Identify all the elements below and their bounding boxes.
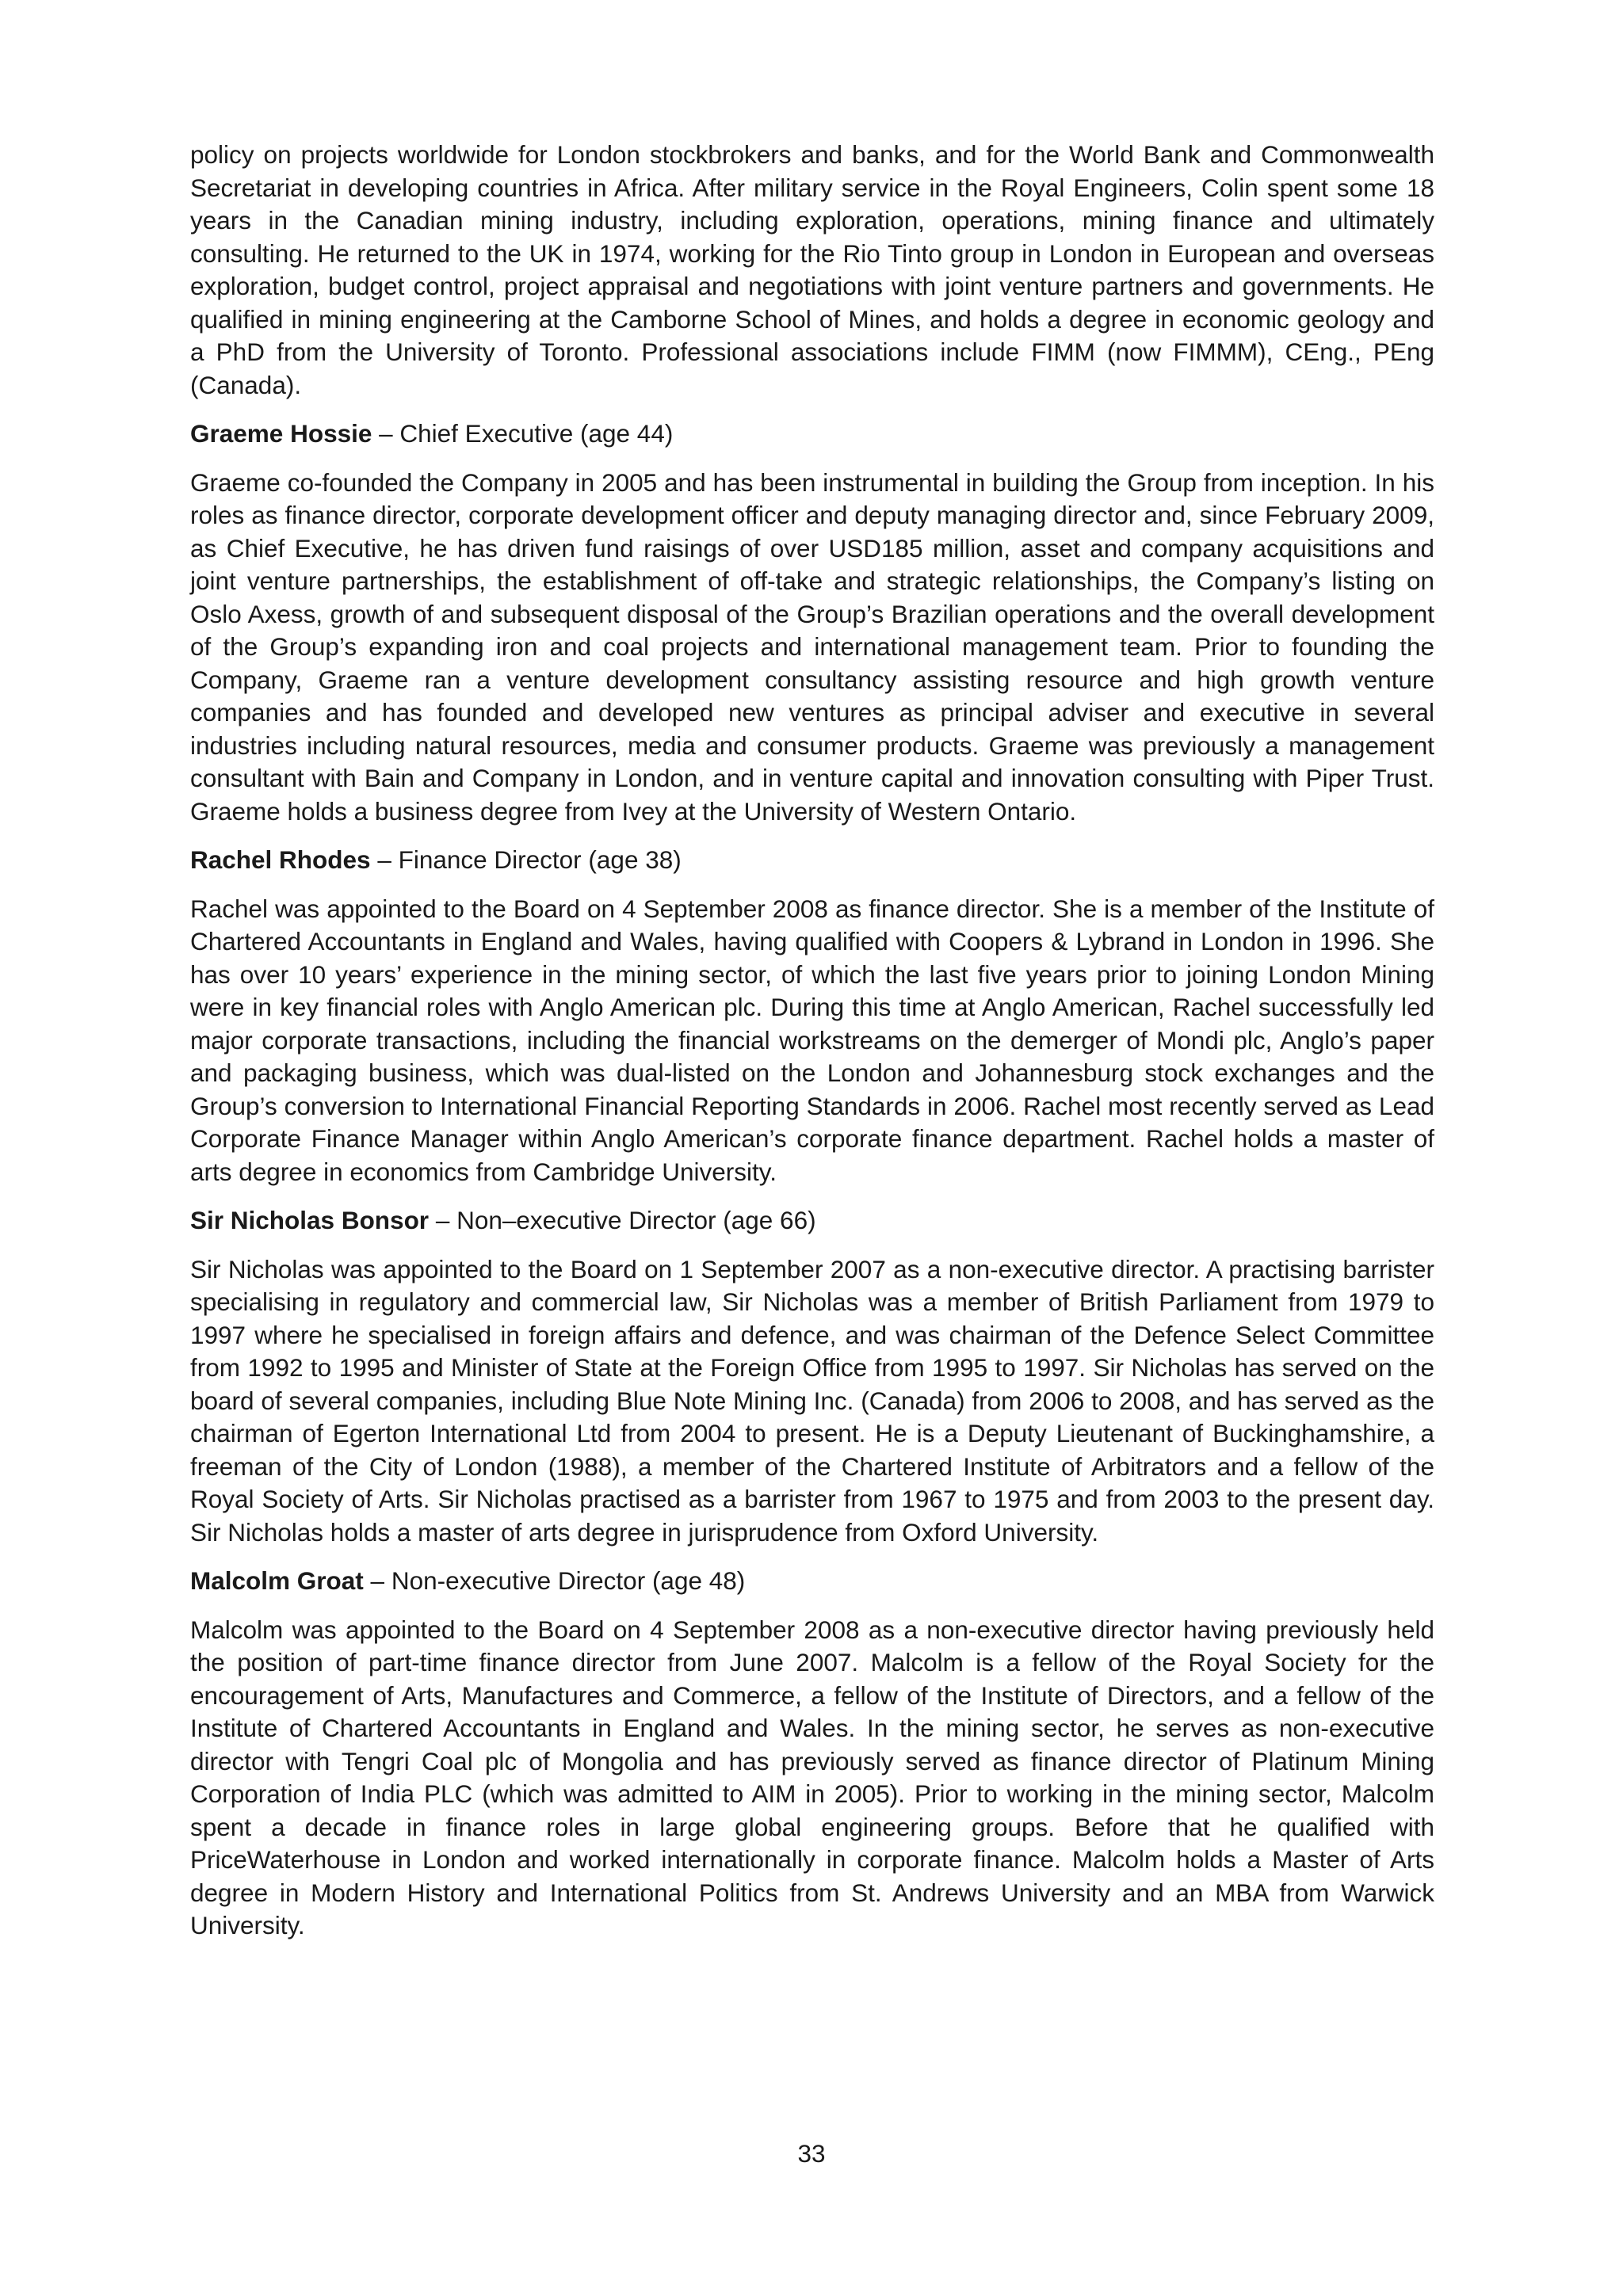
page-number: 33 xyxy=(797,2139,826,2168)
director-bio: Graeme co-founded the Company in 2005 and has been instrumental in building the Group from inception. In his roles as finance director, corporate development officer and deputy managing director and, since February 2009, as Chief Executive, he has driven fund raisings of over USD185 million, asset and company acquisitions and joint venture partnerships, the establishment of off-take and strategic relationships, the Company’s listing on Oslo Axess, growth of and subsequent disposal of the Group’s Brazilian operations and the overall development of the Group’s expanding iron and coal projects and international management team. Prior to founding the Company, Graeme ran a venture development consultancy assisting resource and high growth venture companies and has founded and developed new ventures as principal adviser and executive in several industries including natural resources, media and consumer products. Graeme was previously a management consultant with Bain and Company in London, and in venture capital and innovation consulting with Piper Trust. Graeme holds a business degree from Ivey at the University of Western Ontario. xyxy=(190,467,1434,826)
document-body xyxy=(190,139,1434,1958)
director-heading xyxy=(190,1204,1434,1238)
director-role: – Non-executive Director (age 48) xyxy=(363,1566,746,1595)
director-bio: Malcolm was appointed to the Board on 4 September 2008 as a non-executive director having previously held the position of part-time finance director from June 2007. Malcolm is a fellow of the Royal Society for the encouragement of Arts, Manufactures and Commerce, a fellow of the Institute of Directors, and a fellow of the Institute of Chartered Accountants in England and Wales. In the mining sector, he serves as non-executive director with Tengri Coal plc of Mongolia and has previously served as finance director of Platinum Mining Corporation of India PLC (which was admitted to AIM in 2005). Prior to working in the mining sector, Malcolm spent a decade in finance roles in large global engineering groups. Before that he qualified with PriceWaterhouse in London and worked internationally in corporate finance. Malcolm holds a Master of Arts degree in Modern History and International Politics from St. Andrews University and an MBA from Warwick University. xyxy=(190,1615,1434,1939)
director-bio: Rachel was appointed to the Board on 4 September 2008 as finance director. She is a member of the Institute of Chartered Accountants in England and Wales, having qualified with Coopers & Lybrand in London in 1996. She has over 10 years’ experience in the mining sector, of which the last five years prior to joining London Mining were in key financial roles with Anglo American plc. During this time at Anglo American, Rachel successfully led major corporate transactions, including the financial workstreams on the demerger of Mondi plc, Anglo’s paper and packaging business, which was dual-listed on the London and Johannesburg stock exchanges and the Group’s conversion to International Financial Reporting Standards in 2006. Rachel most recently served as Lead Corporate Finance Manager within Anglo American’s corporate finance department. Rachel holds a master of arts degree in economics from Cambridge University. xyxy=(190,894,1434,1186)
director-name: Graeme Hossie xyxy=(190,419,372,448)
director-role: – Finance Director (age 38) xyxy=(370,845,682,874)
director-heading xyxy=(190,844,1434,877)
director-role: – Non–executive Director (age 66) xyxy=(429,1206,816,1234)
director-bio: Sir Nicholas was appointed to the Board on 1 September 2007 as a non-executive director. A practising barrister specialising in regulatory and commercial law, Sir Nicholas was a member of British Parliament from 1979 to 1997 where he specialised in foreign affairs and defence, and was chairman of the Defence Select Committee from 1992 to 1995 and Minister of State at the Foreign Office from 1995 to 1997. Sir Nicholas has served on the board of several companies, including Blue Note Mining Inc. (Canada) from 2006 to 2008, and has served as the chairman of Egerton International Ltd from 2004 to present. He is a Deputy Lieutenant of Buckinghamshire, a freeman of the City of London (1988), a member of the Chartered Institute of Arbitrators and a fellow of the Royal Society of Arts. Sir Nicholas practised as a barrister from 1967 to 1975 and from 2003 to the present day. Sir Nicholas holds a master of arts degree in jurisprudence from Oxford University. xyxy=(190,1254,1434,1547)
director-name: Sir Nicholas Bonsor xyxy=(190,1206,430,1234)
intro-paragraph: policy on projects worldwide for London stockbrokers and banks, and for the World Bank and Commonwealth Secretariat in developing countries in Africa. After military service in the Royal Engineers, Colin spent some 18 years in the Canadian mining industry, including exploration, operations, mining finance and ultimately consulting. He returned to the UK in 1974, working for the Rio Tinto group in London in European and overseas exploration, budget control, project appraisal and negotiations with joint venture partners and governments. He qualified in mining engineering at the Camborne School of Mines, and holds a degree in economic geology and a PhD from the University of Toronto. Professional associations include FIMM (now FIMMM), CEng., PEng (Canada). xyxy=(190,140,1434,399)
director-name: Rachel Rhodes xyxy=(190,845,371,874)
director-heading xyxy=(190,418,1434,451)
director-name: Malcolm Groat xyxy=(190,1566,364,1595)
director-heading xyxy=(190,1565,1434,1598)
director-role: – Chief Executive (age 44) xyxy=(372,419,674,448)
